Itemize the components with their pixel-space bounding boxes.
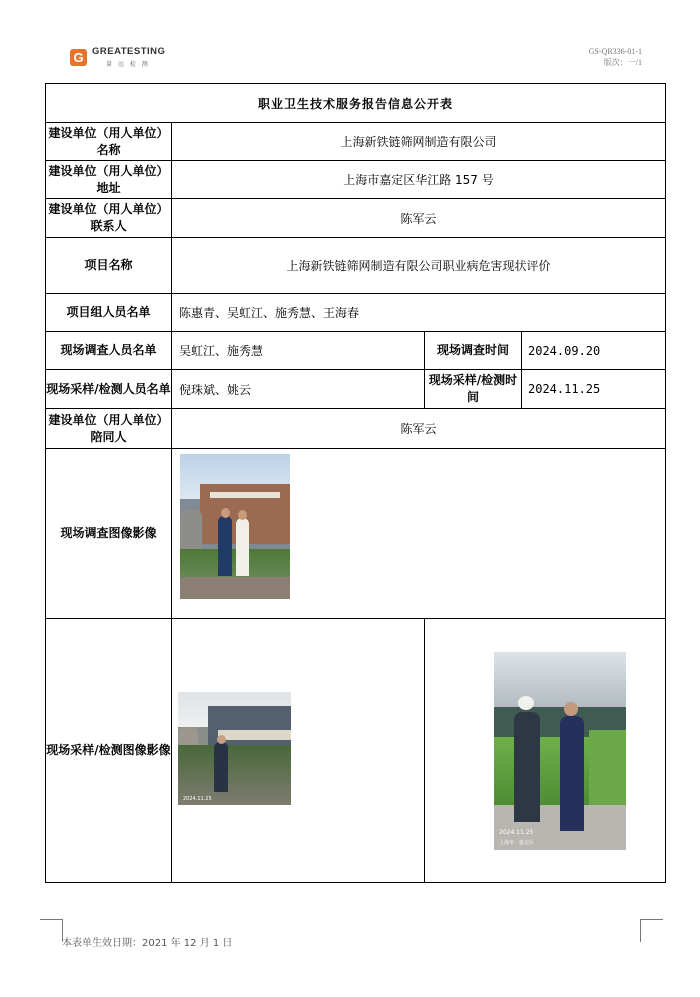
sampling-time-value: 2024.11.25 <box>522 370 666 409</box>
sampling-staff-label: 现场采样/检测人员名单 <box>46 370 172 409</box>
project-name-label: 项目名称 <box>46 238 172 294</box>
survey-time-label: 现场调查时间 <box>425 332 522 370</box>
sampling-photo-2 <box>494 652 626 850</box>
corner-mark-right <box>640 919 663 942</box>
photo-2-stamp-date: 2024.11.25 <box>499 829 534 836</box>
unit-contact-label: 建设单位（用人单位）联系人 <box>46 199 172 238</box>
document-version: 版次：一/1 <box>603 58 642 67</box>
report-table <box>45 83 666 883</box>
logo-icon: G <box>70 49 87 66</box>
corner-mark-left <box>40 919 63 942</box>
unit-name-value: 上海新铁链筛网制造有限公司 <box>172 123 666 161</box>
company-logo <box>70 46 165 68</box>
project-name-value: 上海新铁链筛网制造有限公司职业病危害现状评价 <box>172 238 666 294</box>
survey-staff-value: 吴虹江、施秀慧 <box>172 332 425 370</box>
sampling-image-cell-1 <box>172 619 425 883</box>
photo-2-stamp-place: 上海市 · 嘉定区 <box>499 840 534 846</box>
photo-1-stamp: 2024.11.25 <box>183 796 212 802</box>
logo-chinese-name: 量 远 检 测 <box>106 61 150 68</box>
logo-english-name: GREATESTING <box>92 46 166 57</box>
page-title: 职业卫生技术服务报告信息公开表 <box>46 84 666 123</box>
team-value: 陈惠青、吴虹江、施秀慧、王海春 <box>172 294 666 332</box>
sampling-image-cell-2 <box>425 619 666 883</box>
document-code: GS-QR336-01-1 <box>588 47 642 56</box>
sampling-time-label: 现场采样/检测时间 <box>425 370 522 409</box>
survey-photo <box>180 454 290 599</box>
survey-images-label: 现场调查图像影像 <box>46 449 172 619</box>
unit-name-label: 建设单位（用人单位）名称 <box>46 123 172 161</box>
survey-staff-label: 现场调查人员名单 <box>46 332 172 370</box>
unit-contact-value: 陈军云 <box>172 199 666 238</box>
sampling-staff-value: 倪珠斌、姚云 <box>172 370 425 409</box>
document-code-block <box>589 46 642 68</box>
sampling-photo-1 <box>178 692 291 805</box>
team-label: 项目组人员名单 <box>46 294 172 332</box>
accompany-value: 陈军云 <box>172 409 666 449</box>
survey-time-value: 2024.09.20 <box>522 332 666 370</box>
accompany-label: 建设单位（用人单位）陪同人 <box>46 409 172 449</box>
sampling-images-label: 现场采样/检测图像影像 <box>46 619 172 883</box>
effective-date: 本表单生效日期：2021 年 12 月 1 日 <box>62 938 233 949</box>
survey-images-cell <box>172 449 666 619</box>
unit-address-label: 建设单位（用人单位）地址 <box>46 161 172 199</box>
unit-address-value: 上海市嘉定区华江路 157 号 <box>172 161 666 199</box>
